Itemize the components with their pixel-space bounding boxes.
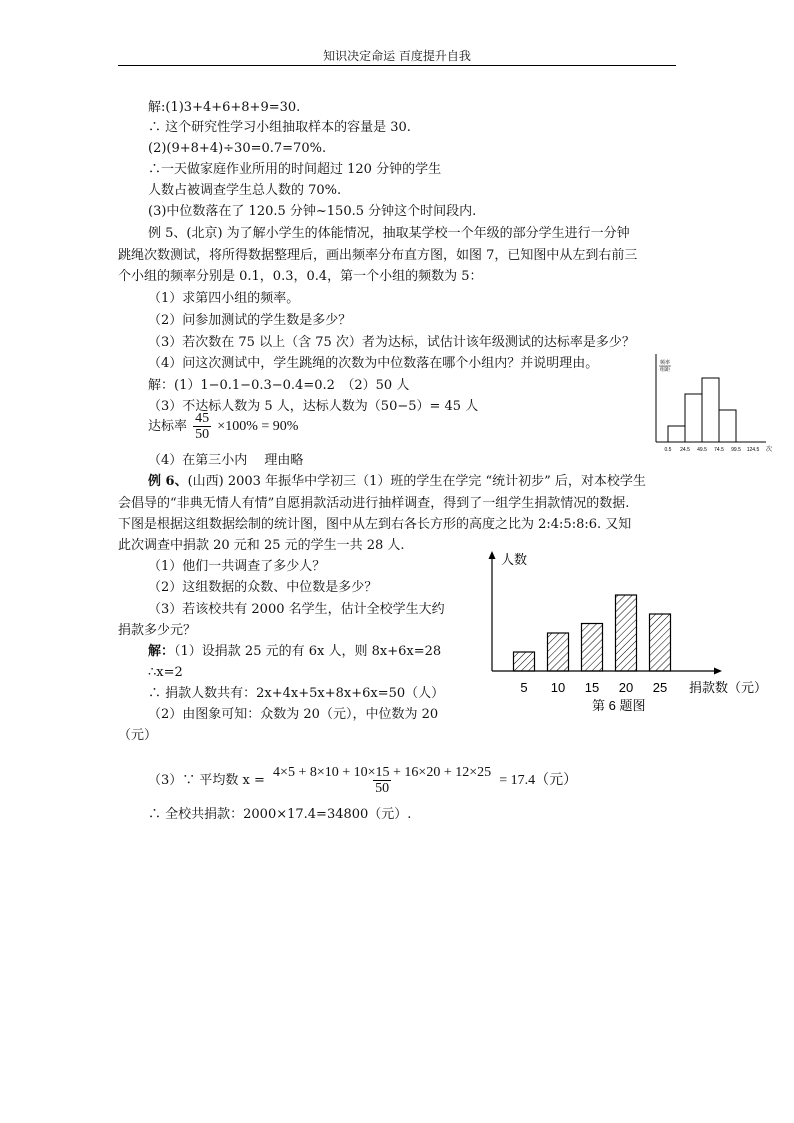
text-line	[148, 644, 441, 660]
text-line: 此次调查中捐款 20 元和 25 元的学生一共 28 人.	[118, 538, 405, 553]
text-line: 例 5、(北京) 为了解小学生的体能情况，抽取某学校一个年级的部分学生进行一分钟	[148, 226, 630, 241]
text-line: ∴ 捐款人数共有：2x+4x+5x+8x+6x=50（人）	[148, 686, 445, 701]
histogram-tick-label: 74.5	[714, 447, 724, 453]
histogram-tick-label: 0.5	[664, 447, 672, 453]
pass-rate-formula	[148, 411, 298, 442]
donation-tick-label: 5	[520, 680, 528, 695]
fraction-numerator: 45	[195, 411, 210, 426]
mean-denominator: 50	[375, 781, 390, 796]
histogram-tick-label: 99.5	[731, 447, 741, 453]
x-axis-arrow	[714, 668, 722, 675]
formula-label: 达标率	[148, 419, 188, 434]
histogram-tick-label: 24.5	[680, 447, 690, 453]
fraction-denominator: 50	[195, 427, 210, 442]
header-divider	[118, 65, 676, 66]
fraction	[193, 411, 211, 442]
donation-bar-chart	[470, 545, 776, 717]
donation-bar	[582, 624, 603, 672]
text-line: 下图是根据这组数据绘制的统计图，图中从左到右各长方形的高度之比为 2:4:5:8:6. 又知	[118, 517, 632, 532]
text-line: ∴x=2	[148, 665, 183, 680]
text-line: 跳绳次数测试，将所得数据整理后，画出频率分布直方图，如图 7，已知图中从左到右前三	[118, 248, 638, 263]
text-line: （2）问参加测试的学生数是多少？	[148, 313, 352, 328]
text-line: (2)(9+8+4)÷30=0.7=70%.	[148, 141, 327, 156]
y-axis-label-top: 频率	[660, 360, 671, 366]
x-axis-label: 次	[766, 447, 773, 453]
solution-label: 解：	[148, 644, 175, 659]
text-line: （元）	[118, 728, 158, 743]
donation-bar	[616, 595, 637, 671]
example-text: (山西) 2003 年振华中学初三（1）班的学生在学完 “统计初步” 后，对本校学生	[187, 474, 646, 489]
chart-caption: 第 6 题图	[592, 698, 646, 713]
text-line: 解:(1)3+4+6+8+9=30.	[148, 100, 301, 115]
y-axis-label: 人数	[501, 552, 528, 567]
histogram-bar	[685, 394, 702, 442]
text-line: ∴ 全校共捐款：2000×17.4=34800（元）.	[148, 807, 412, 822]
frequency-histogram	[644, 350, 776, 458]
histogram-tick-label: 49.5	[697, 447, 707, 453]
page-header: 知识决定命运 百度提升自我	[323, 49, 471, 63]
y-axis-label-bottom: 组距	[660, 367, 671, 373]
text-line: ∴ 这个研究性学习小组抽取样本的容量是 30.	[148, 120, 411, 135]
text-line: 捐款多少元？	[118, 623, 197, 638]
histogram-bar	[702, 378, 719, 442]
text-line: （2）由图象可知：众数为 20（元），中位数为 20	[148, 707, 439, 722]
y-axis-arrow	[489, 551, 496, 559]
donation-tick-label: 25	[652, 680, 668, 695]
donation-bar	[548, 633, 569, 671]
text-line: （4）在第三小内 理由略	[148, 453, 304, 468]
text-line: （3）若该校共有 2000 名学生，估计全校学生大约	[148, 602, 445, 617]
text-line	[148, 474, 646, 490]
donation-bar	[650, 614, 671, 671]
solution-text: （1）设捐款 25 元的有 6x 人，则 8x+6x=28	[174, 644, 442, 659]
text-line: （1）他们一共调查了多少人？	[148, 559, 326, 574]
text-line: （3）不达标人数为 5 人，达标人数为（50−5）= 45 人	[148, 399, 479, 414]
histogram-bar	[668, 426, 685, 442]
text-line: 人数占被调查学生总人数的 70%.	[148, 183, 342, 198]
donation-tick-label: 10	[550, 680, 566, 695]
mean-result: = 17.4（元）	[499, 773, 578, 788]
formula-result: ×100% = 90%	[217, 419, 299, 434]
example-label: 例 6、	[148, 474, 188, 489]
text-line: 个小组的频率分别是 0.1，0.3，0.4，第一个小组的频数为 5：	[118, 269, 483, 284]
text-line: （1）求第四小组的频率。	[148, 291, 300, 306]
histogram-tick-label: 124.5	[746, 447, 760, 453]
donation-bar	[514, 652, 535, 671]
donation-tick-label: 20	[618, 680, 634, 695]
mean-numerator: 4×5 + 8×10 + 10×15 + 16×20 + 12×25	[273, 765, 492, 780]
histogram-bar	[719, 410, 736, 442]
text-line: 解：(1）1−0.1−0.3−0.4=0.2 （2）50 人	[148, 378, 410, 393]
donation-tick-label: 15	[584, 680, 600, 695]
x-axis-label: 捐款数（元）	[689, 680, 768, 695]
text-line: (3)中位数落在了 120.5 分钟~150.5 分钟这个时间段内.	[148, 204, 477, 219]
text-line: （2）这组数据的众数、中位数是多少？	[148, 580, 378, 595]
text-line: ∴一天做家庭作业所用的时间超过 120 分钟的学生	[148, 162, 442, 177]
mean-formula	[148, 765, 577, 796]
text-line: （4）问这次测试中，学生跳绳的次数为中位数落在哪个小组内？并说明理由。	[148, 356, 599, 371]
mean-fraction	[271, 765, 493, 796]
text-line: 会倡导的“非典无情人有情”自愿捐款活动进行抽样调查，得到了一组学生捐款情况的数据.	[118, 496, 630, 511]
text-line: （3）若次数在 75 以上（含 75 次）者为达标，试估计该年级测试的达标率是多少？	[148, 335, 635, 350]
mean-formula-label: （3）∵ 平均数 x =	[148, 773, 265, 788]
